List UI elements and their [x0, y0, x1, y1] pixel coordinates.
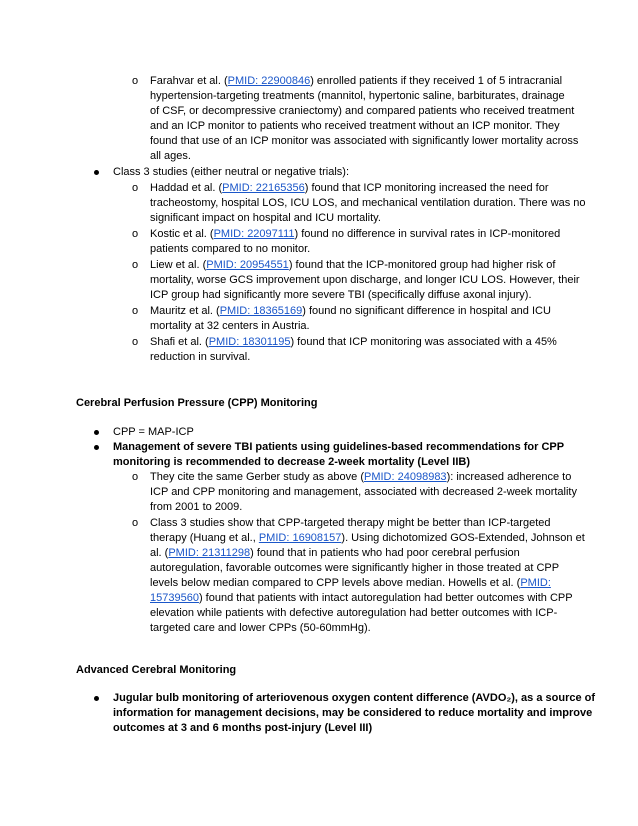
avdo2-line-3: outcomes at 3 and 6 months post-injury (Level III): [113, 722, 373, 734]
pmid-link-15739560-part1[interactable]: PMID:: [520, 577, 551, 589]
pmid-link-22165356[interactable]: PMID: 22165356: [222, 182, 305, 194]
haddad-line-2: tracheostomy, hospital LOS, ICU LOS, and mechanical ventilation duration. There was no: [150, 197, 586, 209]
pmid-link-20954551[interactable]: PMID: 20954551: [206, 259, 289, 271]
farahvar-line-6: all ages.: [150, 150, 191, 162]
kostic-line-2: patients compared to no monitor.: [150, 243, 311, 255]
bullet-marker: [94, 696, 99, 701]
cpp-class3-line-3: al. (PMID: 21311298) found that in patients who had poor cerebral perfusion: [150, 547, 520, 559]
farahvar-line-3: of CSF, or decompressive craniectomy) and compared patients who received treatment: [150, 105, 575, 117]
cpp-class3-line-8: targeted care and lower CPPs (50-60mmHg).: [150, 622, 371, 634]
avdo2-line-1: Jugular bulb monitoring of arteriovenous oxygen content difference (AVDO₂), as a source of: [113, 692, 596, 704]
kostic-line-1: Kostic et al. (PMID: 22097111) found no difference in survival rates in ICP-monitored: [150, 228, 561, 240]
sub-bullet-marker: o: [132, 75, 139, 87]
cpp-class3-line-5: levels below median compared to CPP levels above median. Howells et al. (PMID:: [150, 577, 551, 589]
sub-bullet-marker: o: [132, 182, 139, 194]
bullet-marker: [94, 170, 99, 175]
pmid-link-15739560-part2[interactable]: 15739560: [150, 592, 199, 604]
farahvar-line-1: Farahvar et al. (PMID: 22900846) enrolled patients if they received 1 of 5 intracranial: [150, 75, 563, 87]
shafi-line-2: reduction in survival.: [150, 351, 251, 363]
sub-bullet-marker: o: [132, 305, 139, 317]
sub-bullet-marker: o: [132, 259, 139, 271]
pmid-link-16908157[interactable]: PMID: 16908157: [258, 532, 342, 544]
bullet-marker: [94, 430, 99, 435]
cpp-class3-line-1: Class 3 studies show that CPP-targeted therapy might be better than ICP-targeted: [150, 517, 551, 529]
shafi-line-1: Shafi et al. (PMID: 18301195) found that ICP monitoring was associated with a 45%: [150, 336, 557, 348]
gerber-line-1: They cite the same Gerber study as above (PMID: 24098983): increased adherence to: [150, 471, 572, 483]
bullet-marker: [94, 445, 99, 450]
avdo2-line-2: information for management decisions, may be considered to reduce mortality and improve: [113, 707, 593, 719]
pmid-link-18301195[interactable]: PMID: 18301195: [208, 336, 291, 348]
cpp-section-heading: Cerebral Perfusion Pressure (CPP) Monitoring: [76, 397, 318, 409]
cpp-class3-line-7: elevation while patients with defective autoregulation had better outcomes with ICP-: [150, 607, 558, 619]
pmid-link-21311298[interactable]: PMID: 21311298: [168, 547, 251, 559]
haddad-line-3: significant impact on hospital and ICU mortality.: [150, 212, 381, 224]
haddad-line-1: Haddad et al. (PMID: 22165356) found that ICP monitoring increased the need for: [150, 182, 549, 194]
cpp-class3-line-4: autoregulation, favorable outcomes were significantly higher in those treated at CPP: [150, 562, 560, 574]
sub-bullet-marker: o: [132, 228, 139, 240]
class3-label: Class 3 studies (either neutral or negative trials):: [113, 166, 349, 178]
liew-line-2: mortality, worse GCS improvement upon discharge, and longer ICU LOS. However, their: [150, 274, 580, 286]
pmid-link-18365169[interactable]: PMID: 18365169: [219, 305, 303, 317]
cpp-class3-line-6: 15739560) found that patients with intact autoregulation had better outcomes with CPP: [150, 592, 573, 604]
pmid-link-22900846[interactable]: PMID: 22900846: [227, 75, 311, 87]
cpp-recommendation-line-1: Management of severe TBI patients using guidelines-based recommendations for CPP: [113, 441, 565, 453]
gerber-line-3: from 2001 to 2009.: [150, 501, 243, 513]
cpp-formula: CPP = MAP-ICP: [113, 426, 194, 438]
mauritz-line-2: mortality at 32 centers in Austria.: [150, 320, 310, 332]
gerber-line-2: ICP and CPP monitoring and management, associated with decreased 2-week mortality: [150, 486, 577, 498]
sub-bullet-marker: o: [132, 336, 139, 348]
sub-bullet-marker: o: [132, 517, 139, 529]
advanced-section-heading: Advanced Cerebral Monitoring: [76, 664, 237, 676]
cpp-class3-line-2: therapy (Huang et al., PMID: 16908157). Using dichotomized GOS-Extended, Johnson et: [150, 532, 585, 544]
liew-line-1: Liew et al. (PMID: 20954551) found that the ICP-monitored group had higher risk of: [150, 259, 556, 271]
pmid-link-22097111[interactable]: PMID: 22097111: [213, 228, 295, 240]
pmid-link-24098983[interactable]: PMID: 24098983: [364, 471, 447, 483]
farahvar-line-2: hypertension-targeting treatments (mannitol, hypertonic saline, barbiturates, drainage: [150, 90, 565, 102]
sub-bullet-marker: o: [132, 471, 139, 483]
mauritz-line-1: Mauritz et al. (PMID: 18365169) found no significant difference in hospital and ICU: [150, 305, 551, 317]
cpp-recommendation-line-2: monitoring is recommended to decrease 2-week mortality (Level IIB): [113, 456, 470, 468]
farahvar-line-5: found that use of an ICP monitor was associated with significantly lower mortality across: [150, 135, 579, 147]
liew-line-3: ICP group had significantly more severe TBI (specifically diffuse axonal injury).: [150, 289, 532, 301]
farahvar-line-4: and an ICP monitor to patients who received treatment without an ICP monitor. They: [150, 120, 560, 132]
